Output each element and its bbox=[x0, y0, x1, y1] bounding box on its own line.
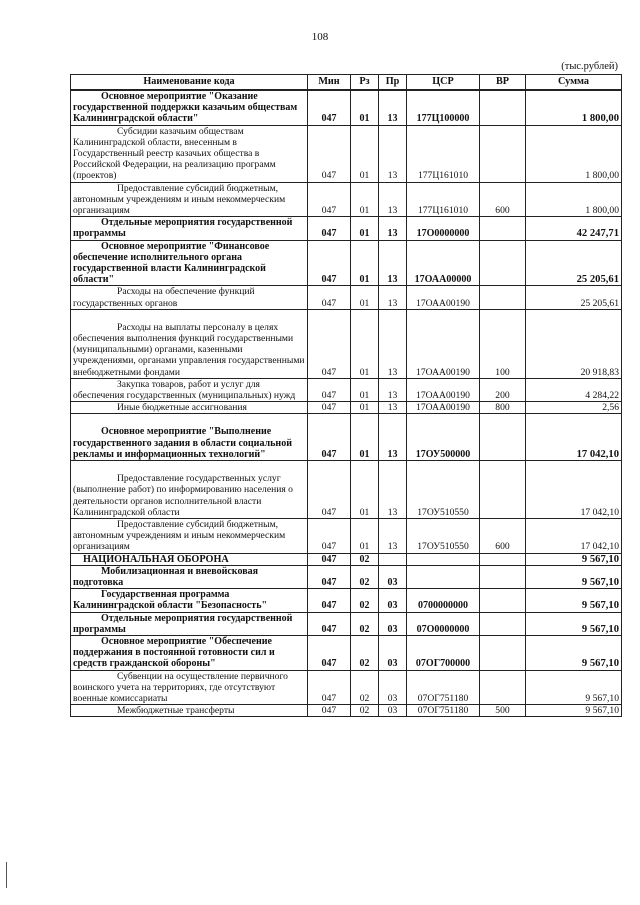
table-row bbox=[71, 240, 622, 286]
cell-pr: 13 bbox=[379, 518, 407, 553]
cell-sum: 9 567,10 bbox=[526, 635, 622, 670]
cell-rz: 02 bbox=[351, 553, 379, 565]
cell-vr bbox=[480, 125, 526, 182]
cell-sum: 17 042,10 bbox=[526, 461, 622, 519]
table-row bbox=[71, 217, 622, 240]
cell-rz: 01 bbox=[351, 461, 379, 519]
cell-pr bbox=[379, 553, 407, 565]
cell-min: 047 bbox=[308, 553, 351, 565]
cell-csr: 17ОУ510550 bbox=[407, 461, 480, 519]
cell-csr: 17ОУ500000 bbox=[407, 414, 480, 461]
cell-vr bbox=[480, 565, 526, 588]
cell-pr: 13 bbox=[379, 402, 407, 414]
cell-pr: 13 bbox=[379, 414, 407, 461]
table-row bbox=[71, 612, 622, 635]
cell-rz: 02 bbox=[351, 612, 379, 635]
cell-name: НАЦИОНАЛЬНАЯ ОБОРОНА bbox=[71, 553, 308, 565]
cell-min: 047 bbox=[308, 635, 351, 670]
cell-csr bbox=[407, 565, 480, 588]
cell-vr: 100 bbox=[480, 309, 526, 378]
cell-sum: 9 567,10 bbox=[526, 612, 622, 635]
cell-sum: 9 567,10 bbox=[526, 670, 622, 705]
cell-sum: 25 205,61 bbox=[526, 286, 622, 309]
header-min: Мин bbox=[308, 75, 351, 91]
cell-min: 047 bbox=[308, 612, 351, 635]
cell-vr: 200 bbox=[480, 378, 526, 401]
cell-pr: 13 bbox=[379, 309, 407, 378]
cell-pr: 13 bbox=[379, 125, 407, 182]
cell-pr: 13 bbox=[379, 90, 407, 125]
cell-csr: 177Ц161010 bbox=[407, 125, 480, 182]
cell-min: 047 bbox=[308, 378, 351, 401]
cell-name: Основное мероприятие "Оказание государственной поддержки казачьим обществам Калининградской области" bbox=[71, 90, 308, 125]
cell-name: Отдельные мероприятия государственной программы bbox=[71, 612, 308, 635]
cell-name: Мобилизационная и вневойсковая подготовка bbox=[71, 565, 308, 588]
cell-rz: 01 bbox=[351, 309, 379, 378]
cell-min: 047 bbox=[308, 125, 351, 182]
header-sum: Сумма bbox=[526, 75, 622, 91]
cell-name: Предоставление государственных услуг (выполнение работ) по информированию населения о деятельности органов исполнительной власти Калининградской области bbox=[71, 461, 308, 519]
table-row bbox=[71, 705, 622, 717]
table-row bbox=[71, 90, 622, 125]
cell-min: 047 bbox=[308, 90, 351, 125]
cell-rz: 01 bbox=[351, 402, 379, 414]
header-rz: Рз bbox=[351, 75, 379, 91]
cell-pr: 03 bbox=[379, 635, 407, 670]
cell-csr: 17О0000000 bbox=[407, 217, 480, 240]
cell-name: Предоставление субсидий бюджетным, автономным учреждениям и иным некоммерческим организациям bbox=[71, 518, 308, 553]
table-row bbox=[71, 309, 622, 378]
cell-rz: 01 bbox=[351, 240, 379, 286]
cell-rz: 02 bbox=[351, 565, 379, 588]
cell-vr bbox=[480, 461, 526, 519]
cell-min: 047 bbox=[308, 309, 351, 378]
table-body bbox=[71, 90, 622, 717]
cell-pr: 03 bbox=[379, 705, 407, 717]
cell-sum: 9 567,10 bbox=[526, 705, 622, 717]
cell-min: 047 bbox=[308, 518, 351, 553]
cell-min: 047 bbox=[308, 286, 351, 309]
table-row bbox=[71, 553, 622, 565]
cell-csr: 07ОГ700000 bbox=[407, 635, 480, 670]
table-row bbox=[71, 461, 622, 519]
cell-name: Закупка товаров, работ и услуг для обеспечения государственных (муниципальных) нужд bbox=[71, 378, 308, 401]
cell-csr: 07ОГ751180 bbox=[407, 670, 480, 705]
cell-min: 047 bbox=[308, 565, 351, 588]
table-row bbox=[71, 635, 622, 670]
cell-sum: 1 800,00 bbox=[526, 90, 622, 125]
cell-name: Иные бюджетные ассигнования bbox=[71, 402, 308, 414]
cell-vr: 600 bbox=[480, 182, 526, 217]
cell-name: Субсидии казачьим обществам Калининградской области, внесенным в Государственный реестр казачьих общества в Российской Федерации, на реализацию программ (проектов) bbox=[71, 125, 308, 182]
cell-name: Предоставление субсидий бюджетным, автономным учреждениям и иным некоммерческим организациям bbox=[71, 182, 308, 217]
cell-min: 047 bbox=[308, 182, 351, 217]
cell-rz: 01 bbox=[351, 217, 379, 240]
cell-name: Субвенции на осуществление первичного воинского учета на территориях, где отсутствуют военные комиссариаты bbox=[71, 670, 308, 705]
cell-vr: 800 bbox=[480, 402, 526, 414]
cell-min: 047 bbox=[308, 217, 351, 240]
cell-min: 047 bbox=[308, 670, 351, 705]
table-row bbox=[71, 670, 622, 705]
cell-vr: 500 bbox=[480, 705, 526, 717]
cell-name: Основное мероприятие "Выполнение государственного задания в области социальной рекламы и информационных технологий" bbox=[71, 414, 308, 461]
cell-vr bbox=[480, 286, 526, 309]
cell-name: Основное мероприятие "Обеспечение поддержания в постоянной готовности сил и средств гражданской обороны" bbox=[71, 635, 308, 670]
cell-rz: 01 bbox=[351, 414, 379, 461]
cell-csr bbox=[407, 553, 480, 565]
cell-min: 047 bbox=[308, 414, 351, 461]
cell-rz: 01 bbox=[351, 518, 379, 553]
cell-rz: 01 bbox=[351, 125, 379, 182]
cell-csr: 07ОГ751180 bbox=[407, 705, 480, 717]
table-row bbox=[71, 378, 622, 401]
cell-csr: 07О0000000 bbox=[407, 612, 480, 635]
cell-name: Расходы на выплаты персоналу в целях обеспечения выполнения функций государственными (муниципальными) органами, казенными учреждениями, органами управления государственными внебюджетными фондами bbox=[71, 309, 308, 378]
cell-rz: 01 bbox=[351, 182, 379, 217]
cell-vr: 600 bbox=[480, 518, 526, 553]
cell-pr: 13 bbox=[379, 240, 407, 286]
cell-pr: 03 bbox=[379, 612, 407, 635]
cell-name: Основное мероприятие "Финансовое обеспечение исполнительного органа государственной власти Калининградской области" bbox=[71, 240, 308, 286]
cell-rz: 02 bbox=[351, 705, 379, 717]
cell-csr: 17ОАА00190 bbox=[407, 402, 480, 414]
cell-csr: 17ОАА00000 bbox=[407, 240, 480, 286]
cell-min: 047 bbox=[308, 461, 351, 519]
cell-sum: 9 567,10 bbox=[526, 589, 622, 612]
cell-rz: 01 bbox=[351, 286, 379, 309]
cell-sum: 4 284,22 bbox=[526, 378, 622, 401]
table-row bbox=[71, 565, 622, 588]
cell-sum: 20 918,83 bbox=[526, 309, 622, 378]
cell-sum: 17 042,10 bbox=[526, 414, 622, 461]
cell-name: Расходы на обеспечение функций государственных органов bbox=[71, 286, 308, 309]
cell-rz: 01 bbox=[351, 90, 379, 125]
cell-pr: 03 bbox=[379, 589, 407, 612]
budget-table bbox=[70, 74, 622, 717]
cell-sum: 9 567,10 bbox=[526, 553, 622, 565]
table-header-row bbox=[71, 75, 622, 91]
cell-sum: 9 567,10 bbox=[526, 565, 622, 588]
cell-sum: 42 247,71 bbox=[526, 217, 622, 240]
table-row bbox=[71, 125, 622, 182]
cell-csr: 177Ц100000 bbox=[407, 90, 480, 125]
cell-sum: 2,56 bbox=[526, 402, 622, 414]
cell-csr: 17ОАА00190 bbox=[407, 378, 480, 401]
cell-vr bbox=[480, 240, 526, 286]
header-name: Наименование кода bbox=[71, 75, 308, 91]
cell-pr: 03 bbox=[379, 670, 407, 705]
cell-vr bbox=[480, 553, 526, 565]
cell-pr: 13 bbox=[379, 217, 407, 240]
table-row bbox=[71, 402, 622, 414]
cell-csr: 17ОАА00190 bbox=[407, 309, 480, 378]
cell-csr: 17ОАА00190 bbox=[407, 286, 480, 309]
table-row bbox=[71, 518, 622, 553]
cell-min: 047 bbox=[308, 402, 351, 414]
cell-sum: 17 042,10 bbox=[526, 518, 622, 553]
cell-vr bbox=[480, 635, 526, 670]
cell-name: Отдельные мероприятия государственной программы bbox=[71, 217, 308, 240]
cell-min: 047 bbox=[308, 589, 351, 612]
header-vr: ВР bbox=[480, 75, 526, 91]
cell-vr bbox=[480, 589, 526, 612]
header-csr: ЦСР bbox=[407, 75, 480, 91]
page-number: 108 bbox=[311, 31, 329, 43]
cell-pr: 13 bbox=[379, 378, 407, 401]
cell-pr: 03 bbox=[379, 565, 407, 588]
cell-rz: 02 bbox=[351, 635, 379, 670]
cell-vr bbox=[480, 90, 526, 125]
margin-mark bbox=[6, 862, 7, 888]
cell-vr bbox=[480, 670, 526, 705]
table-row bbox=[71, 286, 622, 309]
cell-rz: 02 bbox=[351, 670, 379, 705]
cell-pr: 13 bbox=[379, 182, 407, 217]
cell-sum: 1 800,00 bbox=[526, 182, 622, 217]
table-row bbox=[71, 589, 622, 612]
cell-pr: 13 bbox=[379, 286, 407, 309]
cell-sum: 25 205,61 bbox=[526, 240, 622, 286]
cell-vr bbox=[480, 414, 526, 461]
cell-csr: 177Ц161010 bbox=[407, 182, 480, 217]
cell-vr bbox=[480, 217, 526, 240]
cell-min: 047 bbox=[308, 240, 351, 286]
cell-rz: 02 bbox=[351, 589, 379, 612]
header-pr: Пр bbox=[379, 75, 407, 91]
cell-csr: 17ОУ510550 bbox=[407, 518, 480, 553]
table-row bbox=[71, 414, 622, 461]
units-label: (тыс.рублей) bbox=[561, 61, 618, 72]
cell-rz: 01 bbox=[351, 378, 379, 401]
cell-name: Межбюджетные трансферты bbox=[71, 705, 308, 717]
cell-pr: 13 bbox=[379, 461, 407, 519]
cell-vr bbox=[480, 612, 526, 635]
cell-min: 047 bbox=[308, 705, 351, 717]
cell-csr: 0700000000 bbox=[407, 589, 480, 612]
table-row bbox=[71, 182, 622, 217]
cell-sum: 1 800,00 bbox=[526, 125, 622, 182]
cell-name: Государственная программа Калининградской области "Безопасность" bbox=[71, 589, 308, 612]
